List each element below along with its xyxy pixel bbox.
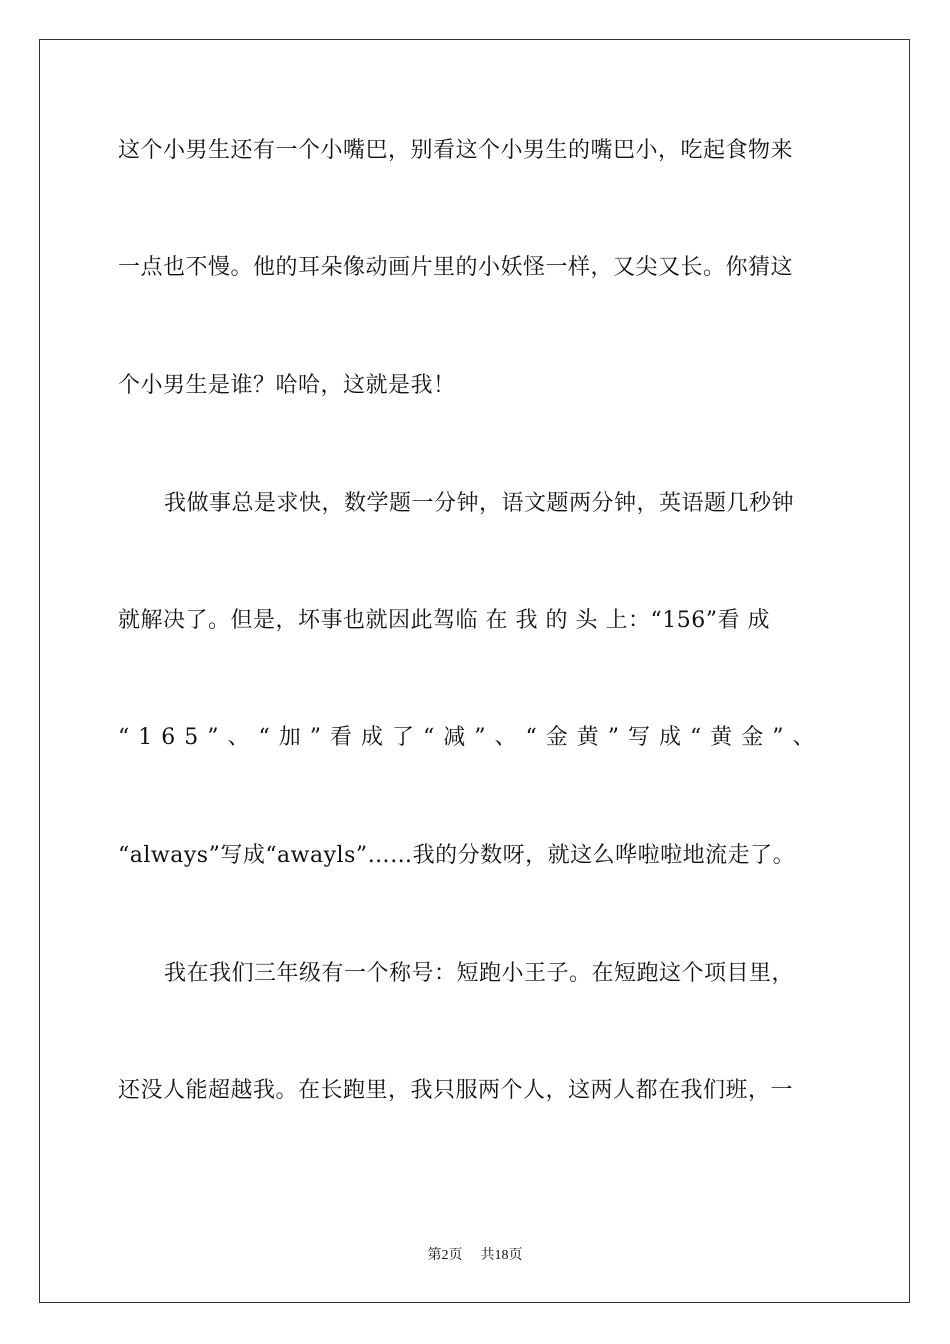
text-line-3: 个小男生是谁？哈哈，这就是我！ — [118, 373, 456, 398]
text-line-8: 我在我们三年级有一个称号：短跑小王子。在短跑这个项目里， — [164, 961, 795, 986]
text-line-1: 这个小男生还有一个小嘴巴，别看这个小男生的嘴巴小，吃起食物来 — [118, 138, 794, 163]
page-number: 第2页 — [427, 1248, 463, 1263]
text-line-7: “always”写成“awayls”……我的分数呀，就这么哗啦啦地流走了。 — [118, 843, 796, 868]
text-line-9: 还没人能超越我。在长跑里，我只服两个人，这两人都在我们班，一 — [118, 1078, 794, 1103]
text-line-6: “165”、“加”看成了“减”、“金黄”写成“黄金”、 — [118, 725, 824, 750]
page-total: 共18页 — [480, 1248, 523, 1263]
text-line-4: 我做事总是求快，数学题一分钟，语文题两分钟，英语题几秒钟 — [164, 491, 795, 516]
text-line-5: 就解决了。但是，坏事也就因此驾临 在 我 的 头 上：“156”看 成 — [118, 608, 770, 633]
text-line-2: 一点也不慢。他的耳朵像动画片里的小妖怪一样，又尖又长。你猜这 — [118, 255, 794, 280]
page-footer — [0, 1246, 950, 1266]
page-border — [39, 39, 910, 1303]
